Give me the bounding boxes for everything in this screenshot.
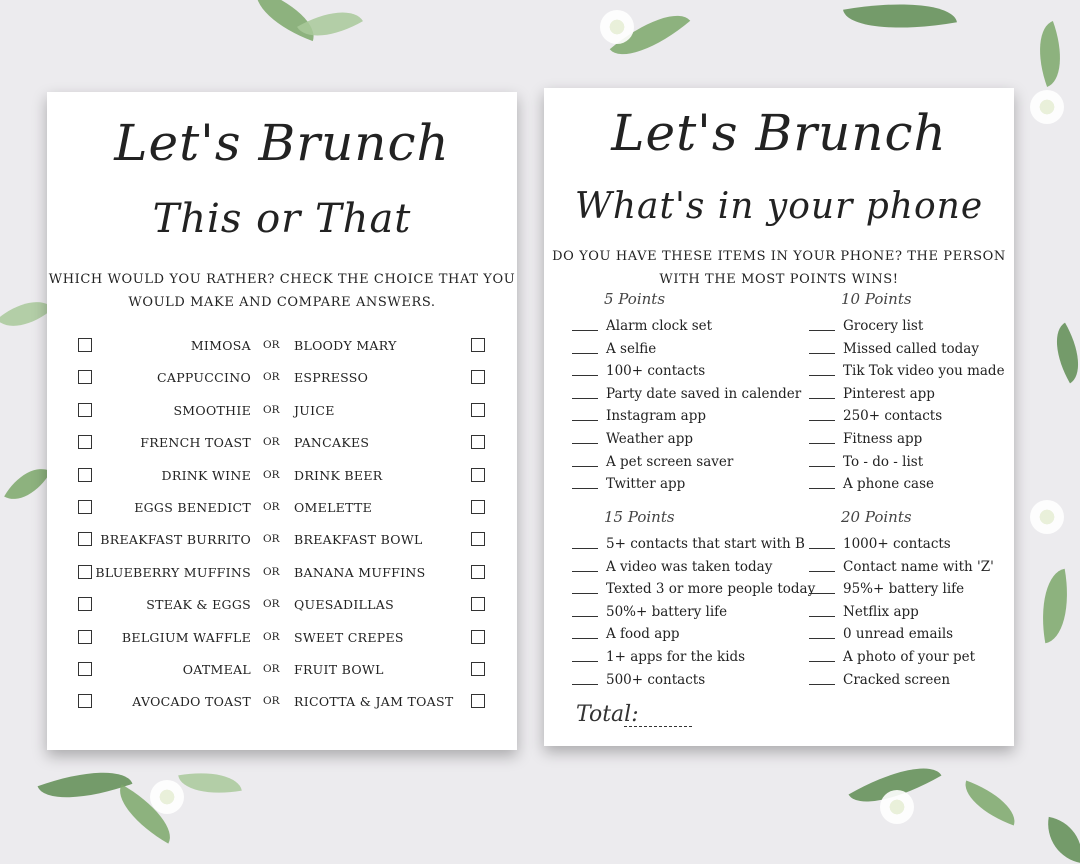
right-option: FRUIT BOWL <box>294 662 384 677</box>
phone-item-label: 1000+ contacts <box>843 536 951 552</box>
phone-item <box>809 581 964 597</box>
phone-item <box>572 454 733 470</box>
points-group-label: 15 Points <box>604 508 675 526</box>
left-option: AVOCADO TOAST <box>132 694 251 710</box>
or-label: OR <box>263 339 280 351</box>
phone-item <box>809 604 919 620</box>
right-checkbox[interactable] <box>471 468 485 482</box>
phone-item <box>572 476 685 492</box>
right-option: DRINK BEER <box>294 467 383 483</box>
answer-blank[interactable] <box>809 488 835 489</box>
or-label: OR <box>263 663 280 675</box>
right-checkbox[interactable] <box>471 662 485 676</box>
answer-blank[interactable] <box>572 638 598 639</box>
left-instructions <box>47 268 517 314</box>
answer-blank[interactable] <box>572 466 598 467</box>
right-option: BLOODY MARY <box>294 338 397 353</box>
left-checkbox[interactable] <box>78 597 92 611</box>
left-option: STEAK & EGGS <box>146 597 251 613</box>
points-group-label: 20 Points <box>841 508 912 526</box>
left-subtitle: This or That <box>152 196 412 242</box>
left-option: OATMEAL <box>182 662 251 677</box>
phone-item-label: 1+ apps for the kids <box>606 649 746 665</box>
answer-blank[interactable] <box>572 571 598 572</box>
phone-item <box>572 431 693 447</box>
phone-item-label: Netflix app <box>843 603 919 620</box>
answer-blank[interactable] <box>572 593 598 594</box>
answer-blank[interactable] <box>572 443 598 444</box>
answer-blank[interactable] <box>809 375 835 376</box>
right-checkbox[interactable] <box>471 694 485 708</box>
left-checkbox[interactable] <box>78 468 92 482</box>
right-checkbox[interactable] <box>471 370 485 384</box>
this-or-that-card <box>47 92 517 750</box>
phone-item-label: Alarm clock set <box>606 318 713 334</box>
phone-item-label: 5+ contacts that start with B <box>606 536 805 552</box>
phone-item <box>572 649 745 665</box>
left-checkbox[interactable] <box>78 694 92 708</box>
or-label: OR <box>263 468 280 481</box>
phone-item-label: A food app <box>606 626 680 643</box>
points-group-label: 5 Points <box>604 290 666 308</box>
answer-blank[interactable] <box>809 571 835 572</box>
left-checkbox[interactable] <box>78 630 92 644</box>
left-option: MIMOSA <box>190 338 251 353</box>
right-option: PANCAKES <box>294 435 370 451</box>
right-subtitle: What's in your phone <box>574 186 984 227</box>
phone-item <box>572 559 772 575</box>
left-option: BREAKFAST BURRITO <box>100 532 251 548</box>
choice-row <box>47 466 517 486</box>
right-option: SWEET CREPES <box>294 629 404 645</box>
phone-item <box>809 649 975 665</box>
right-option: OMELETTE <box>294 500 373 515</box>
right-checkbox[interactable] <box>471 500 485 514</box>
phone-item-label: A video was taken today <box>606 558 773 575</box>
right-option: ESPRESSO <box>294 370 369 386</box>
phone-item-label: Cracked screen <box>843 671 951 688</box>
phone-item <box>809 431 922 447</box>
or-label: OR <box>263 630 280 643</box>
phone-item <box>809 626 953 642</box>
left-checkbox[interactable] <box>78 532 92 546</box>
phone-item-label: A phone case <box>843 476 935 493</box>
answer-blank[interactable] <box>809 443 835 444</box>
choice-row <box>47 628 517 648</box>
right-title: Let's Brunch <box>611 104 947 162</box>
answer-blank[interactable] <box>572 420 598 421</box>
left-checkbox[interactable] <box>78 565 92 579</box>
choice-row <box>47 692 517 712</box>
left-option: CAPPUCCINO <box>157 370 251 386</box>
phone-item-label: 500+ contacts <box>606 671 706 688</box>
answer-blank[interactable] <box>809 684 835 685</box>
phone-item <box>809 672 950 688</box>
phone-item <box>809 363 1005 379</box>
phone-item <box>572 672 705 688</box>
right-option: BANANA MUFFINS <box>294 564 426 580</box>
phone-item <box>572 408 706 424</box>
or-label: OR <box>263 371 280 384</box>
phone-item-label: 95%+ battery life <box>843 581 965 598</box>
answer-blank[interactable] <box>809 638 835 639</box>
phone-item <box>809 454 923 470</box>
phone-item <box>809 318 923 334</box>
phone-item-label: To - do - list <box>843 453 924 470</box>
right-checkbox[interactable] <box>471 630 485 644</box>
left-option: BLUEBERRY MUFFINS <box>95 564 251 580</box>
phone-item <box>572 318 712 334</box>
right-checkbox[interactable] <box>471 532 485 546</box>
answer-blank[interactable] <box>572 661 598 662</box>
answer-blank[interactable] <box>572 398 598 399</box>
phone-item <box>572 581 815 597</box>
left-instructions-line-2: WOULD MAKE AND COMPARE ANSWERS. <box>128 295 436 310</box>
phone-item-label: 0 unread emails <box>843 626 954 643</box>
phone-item-label: Contact name with 'Z' <box>843 558 994 575</box>
right-checkbox[interactable] <box>471 565 485 579</box>
choice-row <box>47 660 517 680</box>
right-instructions <box>544 245 1014 291</box>
phone-item <box>809 386 935 402</box>
right-option: BREAKFAST BOWL <box>294 532 423 548</box>
choice-row <box>47 401 517 421</box>
or-label: OR <box>263 533 280 546</box>
answer-blank[interactable] <box>572 330 598 331</box>
right-checkbox[interactable] <box>471 435 485 449</box>
answer-blank[interactable] <box>572 548 598 549</box>
phone-item <box>809 559 994 575</box>
answer-blank[interactable] <box>809 420 835 421</box>
right-checkbox[interactable] <box>471 338 485 352</box>
or-label: OR <box>263 695 280 708</box>
left-checkbox[interactable] <box>78 500 92 514</box>
whats-in-your-phone-card <box>544 88 1014 746</box>
left-option: SMOOTHIE <box>173 402 251 418</box>
right-checkbox[interactable] <box>471 403 485 417</box>
phone-item-label: Texted 3 or more people today <box>606 581 816 598</box>
phone-item-label: A selfie <box>606 340 657 357</box>
phone-item-label: A photo of your pet <box>843 649 976 665</box>
phone-item-label: Instagram app <box>606 408 706 425</box>
answer-blank[interactable] <box>809 353 835 354</box>
answer-blank[interactable] <box>809 398 835 399</box>
phone-item <box>809 536 951 552</box>
right-checkbox[interactable] <box>471 597 485 611</box>
right-instructions-line-1: DO YOU HAVE THESE ITEMS IN YOUR PHONE? THE PERSON <box>552 249 1006 264</box>
phone-item-label: 50%+ battery life <box>606 603 728 620</box>
answer-blank[interactable] <box>809 616 835 617</box>
phone-item-label: Party date saved in calender <box>606 385 802 402</box>
answer-blank[interactable] <box>809 593 835 594</box>
left-checkbox[interactable] <box>78 403 92 417</box>
choice-row <box>47 498 517 518</box>
phone-item-label: Fitness app <box>843 431 923 447</box>
phone-item <box>572 536 805 552</box>
phone-item-label: Missed called today <box>843 340 979 357</box>
right-option: QUESADILLAS <box>294 597 394 613</box>
or-label: OR <box>263 565 280 578</box>
left-option: EGGS BENEDICT <box>134 500 251 515</box>
or-label: OR <box>263 436 280 449</box>
or-label: OR <box>263 403 280 416</box>
phone-item-label: Tik Tok video you made <box>843 363 1005 380</box>
left-checkbox[interactable] <box>78 338 92 352</box>
phone-item <box>572 363 705 379</box>
answer-blank[interactable] <box>572 353 598 354</box>
or-label: OR <box>263 501 280 513</box>
points-group-label: 10 Points <box>841 290 912 308</box>
total-label: Total: <box>576 702 639 727</box>
answer-blank[interactable] <box>572 684 598 685</box>
choice-row <box>47 595 517 615</box>
phone-item <box>572 604 727 620</box>
left-option: BELGIUM WAFFLE <box>121 629 251 645</box>
phone-item-label: Pinterest app <box>843 385 935 402</box>
phone-item <box>809 476 934 492</box>
phone-item-label: 250+ contacts <box>843 408 943 425</box>
phone-item <box>572 626 680 642</box>
total-blank[interactable] <box>624 726 692 727</box>
phone-item <box>572 386 801 402</box>
left-instructions-line-1: WHICH WOULD YOU RATHER? CHECK THE CHOICE THAT YOU <box>48 272 516 287</box>
answer-blank[interactable] <box>572 616 598 617</box>
left-option: FRENCH TOAST <box>140 435 251 451</box>
choice-row <box>47 433 517 453</box>
choice-row <box>47 530 517 550</box>
right-instructions-line-2: WITH THE MOST POINTS WINS! <box>659 272 899 287</box>
phone-item-label: Weather app <box>606 431 693 447</box>
left-option: DRINK WINE <box>161 467 251 483</box>
phone-item <box>809 341 979 357</box>
answer-blank[interactable] <box>809 330 835 331</box>
choice-row <box>47 368 517 388</box>
phone-item <box>809 408 942 424</box>
left-title: Let's Brunch <box>114 114 450 172</box>
phone-item-label: Twitter app <box>606 476 686 493</box>
right-option: JUICE <box>294 402 335 418</box>
phone-item-label: A pet screen saver <box>606 453 734 470</box>
answer-blank[interactable] <box>572 488 598 489</box>
answer-blank[interactable] <box>809 661 835 662</box>
choice-row <box>47 563 517 583</box>
left-checkbox[interactable] <box>78 370 92 384</box>
answer-blank[interactable] <box>809 466 835 467</box>
phone-item-label: 100+ contacts <box>606 363 706 380</box>
left-checkbox[interactable] <box>78 435 92 449</box>
right-option: RICOTTA & JAM TOAST <box>294 694 454 710</box>
phone-item-label: Grocery list <box>843 318 924 334</box>
phone-item <box>572 341 656 357</box>
left-checkbox[interactable] <box>78 662 92 676</box>
answer-blank[interactable] <box>809 548 835 549</box>
or-label: OR <box>263 598 280 611</box>
choice-row <box>47 336 517 356</box>
answer-blank[interactable] <box>572 375 598 376</box>
